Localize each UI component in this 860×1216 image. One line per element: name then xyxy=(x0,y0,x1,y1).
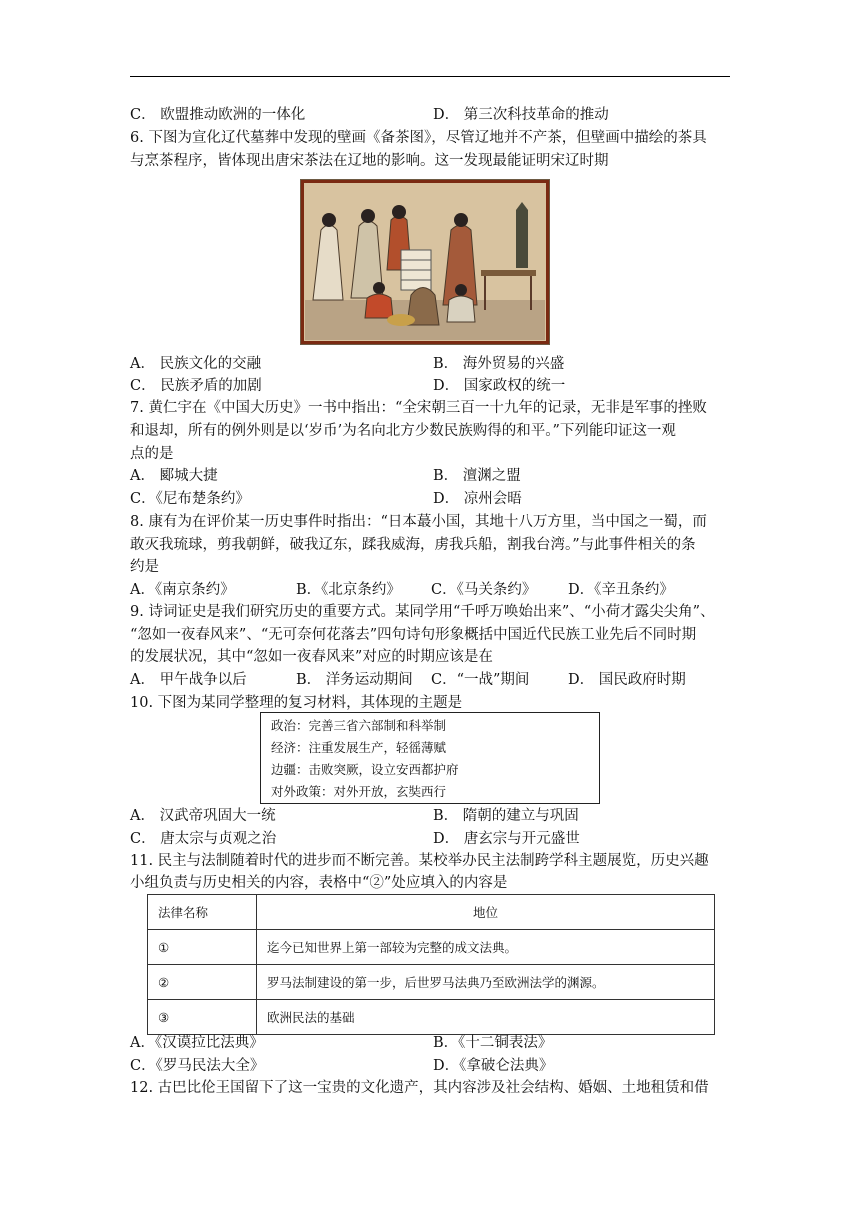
q5-option-d[interactable]: D． 第三次科技革命的推动 xyxy=(433,107,609,123)
q11-stem-line2: 小组负责与历史相关的内容，表格中“②”处应填入的内容是 xyxy=(130,875,508,891)
q9-option-a[interactable]: A． 甲午战争以后 xyxy=(130,672,247,688)
table-row xyxy=(148,1000,715,1035)
q10-option-d[interactable]: D． 唐玄宗与开元盛世 xyxy=(433,831,580,847)
q10-option-b[interactable]: B． 隋朝的建立与巩固 xyxy=(433,808,579,824)
q11-option-b[interactable]: B．《十二铜表法》 xyxy=(433,1035,553,1051)
q11-option-c[interactable]: C．《罗马民法大全》 xyxy=(130,1058,265,1074)
q10-option-c[interactable]: C． 唐太宗与贞观之治 xyxy=(130,831,277,847)
table-cell: 欧洲民法的基础 xyxy=(257,1000,715,1035)
review-material-box xyxy=(260,712,600,804)
q11-option-d[interactable]: D．《拿破仑法典》 xyxy=(433,1058,554,1074)
table-cell: ① xyxy=(148,930,257,965)
header-law-name: 法律名称 xyxy=(148,895,257,930)
q10-option-a[interactable]: A． 汉武帝巩固大一统 xyxy=(130,808,276,824)
q7-option-a[interactable]: A． 郾城大捷 xyxy=(130,468,218,484)
q9-stem-line2: “忽如一夜春风来”、“无可奈何花落去”四句诗句形象概括中国近代民族工业先后不同时期 xyxy=(130,627,697,643)
q9-option-b[interactable]: B． 洋务运动期间 xyxy=(296,672,413,688)
q7-option-d[interactable]: D． 凉州会晤 xyxy=(433,491,522,507)
q6-option-c[interactable]: C． 民族矛盾的加剧 xyxy=(130,378,262,394)
q12-stem-line1: 12. 古巴比伦王国留下了这一宝贵的文化遗产，其内容涉及社会结构、婚姻、土地租赁和借 xyxy=(130,1080,709,1096)
table-row xyxy=(148,965,715,1000)
q8-stem-line1: 8. 康有为在评价某一历史事件时指出：“日本蕞小国，其地十八万方里，当中国之一蜀，而 xyxy=(130,514,707,530)
header-status: 地位 xyxy=(257,895,715,930)
tea-preparation-mural-image xyxy=(300,179,550,345)
q8-option-a[interactable]: A．《南京条约》 xyxy=(130,582,235,598)
table-cell: 迄今已知世界上第一部较为完整的成文法典。 xyxy=(257,930,715,965)
q8-option-d[interactable]: D．《辛丑条约》 xyxy=(568,582,674,598)
q8-stem-line3: 约是 xyxy=(130,559,159,575)
header-rule xyxy=(130,76,730,77)
q8-stem-line2: 敢灭我琉球，剪我朝鲜，破我辽东，蹂我威海，虏我兵船，割我台湾。”与此事件相关的条 xyxy=(130,537,696,553)
q6-option-d[interactable]: D． 国家政权的统一 xyxy=(433,378,566,394)
q11-option-a[interactable]: A．《汉谟拉比法典》 xyxy=(130,1035,264,1051)
q9-option-c[interactable]: C．“一战”期间 xyxy=(431,672,530,688)
q7-stem-line2: 和退却，所有的例外则是以‘岁币’为名向北方少数民族购得的和平。”下列能印证这一观 xyxy=(130,423,676,439)
q8-option-c[interactable]: C．《马关条约》 xyxy=(431,582,537,598)
q5-option-c[interactable]: C． 欧盟推动欧洲的一体化 xyxy=(130,107,306,123)
q7-stem-line3: 点的是 xyxy=(130,446,174,462)
q7-option-c[interactable]: C．《尼布楚条约》 xyxy=(130,491,250,507)
q6-stem-line2: 与烹茶程序，皆体现出唐宋茶法在辽地的影响。这一发现最能证明宋辽时期 xyxy=(130,153,609,169)
q10-stem: 10. 下图为某同学整理的复习材料，其体现的主题是 xyxy=(130,695,463,711)
q9-stem-line1: 9. 诗词证史是我们研究历史的重要方式。某同学用“千呼万唤始出来”、“小荷才露尖尖角”、 xyxy=(130,604,715,620)
q9-stem-line3: 的发展状况，其中“忽如一夜春风来”对应的时期应该是在 xyxy=(130,649,493,665)
q9-option-d[interactable]: D． 国民政府时期 xyxy=(568,672,686,688)
review-item-economy: 经济：注重发展生产，轻徭薄赋 xyxy=(271,740,447,755)
q8-option-b[interactable]: B．《北京条约》 xyxy=(296,582,401,598)
table-header-row xyxy=(148,895,715,930)
table-cell: ② xyxy=(148,965,257,1000)
table-cell: 罗马法制建设的第一步，后世罗马法典乃至欧洲法学的渊源。 xyxy=(257,965,715,1000)
q6-stem-line1: 6. 下图为宣化辽代墓葬中发现的壁画《备茶图》，尽管辽地并不产茶，但壁画中描绘的茶具 xyxy=(130,130,707,146)
q11-stem-line1: 11. 民主与法制随着时代的进步而不断完善。某校举办民主法制跨学科主题展览，历史兴趣 xyxy=(130,853,709,869)
q7-option-b[interactable]: B． 澶渊之盟 xyxy=(433,468,521,484)
q7-stem-line1: 7. 黄仁宇在《中国大历史》一书中指出：“全宋朝三百一十九年的记录，无非是军事的挫败 xyxy=(130,400,707,416)
review-item-frontier: 边疆：击败突厥，设立安西都护府 xyxy=(271,762,459,777)
table-cell: ③ xyxy=(148,1000,257,1035)
review-item-foreign-policy: 对外政策：对外开放，玄奘西行 xyxy=(271,784,447,799)
q6-option-a[interactable]: A． 民族文化的交融 xyxy=(130,356,262,372)
law-table xyxy=(147,894,715,1035)
table-row xyxy=(148,930,715,965)
review-item-politics: 政治：完善三省六部制和科举制 xyxy=(271,718,447,733)
q6-option-b[interactable]: B． 海外贸易的兴盛 xyxy=(433,356,565,372)
